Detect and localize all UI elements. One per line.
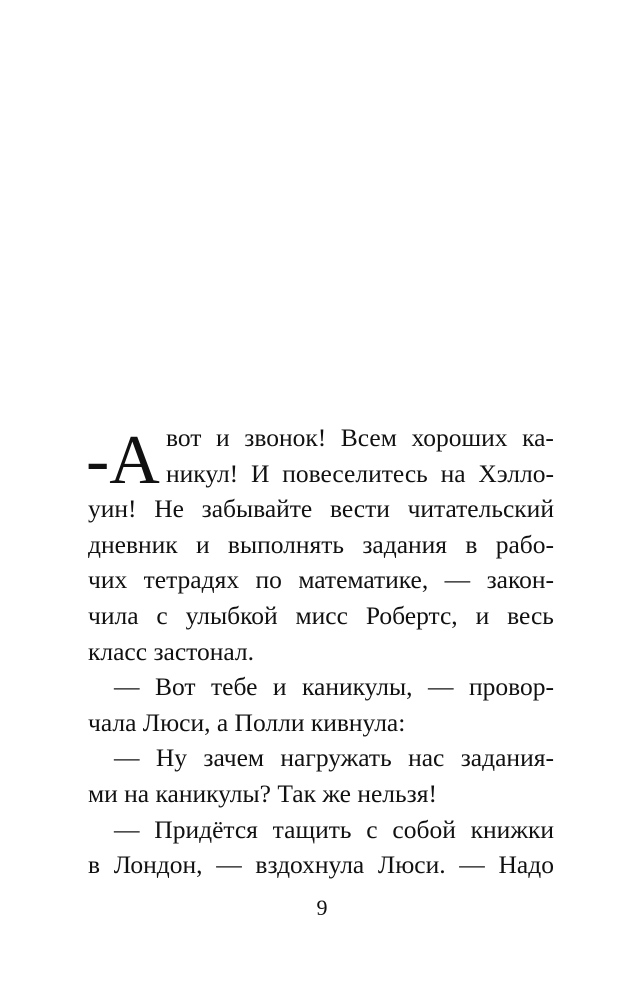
text-line <box>88 812 554 848</box>
word: — <box>444 565 471 595</box>
word: вот <box>166 423 202 452</box>
word: читательский <box>407 494 554 524</box>
word: Робертс, <box>365 600 458 630</box>
word: Лондон, <box>113 850 203 880</box>
word: провор- <box>468 672 554 702</box>
word: задания- <box>460 743 554 773</box>
word: и <box>475 600 490 630</box>
word: зачем <box>203 743 265 773</box>
text-line <box>88 847 554 883</box>
body-text <box>88 420 554 883</box>
word: улыбкой <box>185 600 278 630</box>
word: и <box>272 672 287 702</box>
page-number: 9 <box>316 895 328 920</box>
word: — <box>216 850 242 880</box>
word: и <box>216 423 230 452</box>
text-line: чала Люси, а Полли кивнула: <box>88 707 406 737</box>
word: — <box>428 672 454 702</box>
word: забывайте <box>201 494 313 524</box>
text-line <box>88 669 554 705</box>
text-line <box>88 527 554 563</box>
word: с <box>156 600 168 630</box>
word: Хэлло- <box>478 458 554 488</box>
word: — <box>114 672 140 702</box>
word: тебе <box>211 672 258 702</box>
word: собой <box>392 814 456 844</box>
word: выполнять <box>227 529 345 559</box>
word: математике, <box>298 565 429 595</box>
word: нас <box>408 743 445 773</box>
word: задания <box>362 529 448 559</box>
word: Надо <box>498 850 554 880</box>
word: весь <box>507 600 554 630</box>
word: по <box>255 565 282 595</box>
word: уин! <box>88 494 137 524</box>
word: вести <box>329 494 390 524</box>
word: чила <box>88 600 139 630</box>
word: чих <box>88 565 128 595</box>
word: на <box>440 458 466 488</box>
word: тащить <box>272 814 352 844</box>
word: тетрадях <box>143 565 240 595</box>
word: хороших <box>411 423 508 452</box>
word: Вот <box>154 672 196 702</box>
word: — <box>459 850 485 880</box>
word: Ну <box>155 743 188 773</box>
text-line <box>88 598 554 634</box>
word: мисс <box>295 600 348 630</box>
word: закон- <box>486 565 554 595</box>
word: в <box>88 850 101 880</box>
word: ка- <box>522 423 554 452</box>
word: и <box>195 529 210 559</box>
word: Люси. <box>377 850 446 880</box>
text-line: класс застонал. <box>88 636 254 666</box>
word: Не <box>154 494 184 524</box>
word: повеселитесь <box>282 458 428 488</box>
word: Придётся <box>154 814 258 844</box>
drop-cap: -A <box>86 422 160 499</box>
text-line <box>88 740 554 776</box>
word: никул! <box>166 458 239 488</box>
word: нагружать <box>280 743 392 773</box>
word: каникулы, <box>302 672 413 702</box>
word: рабо- <box>495 529 554 559</box>
word: — <box>114 743 140 773</box>
word: — <box>114 814 140 844</box>
word: в <box>465 529 478 559</box>
word: с <box>366 814 378 844</box>
text-line: ми на каникулы? Так же нельзя! <box>88 778 437 808</box>
word: звонок! <box>244 423 327 452</box>
text-line <box>88 562 554 598</box>
word: И <box>250 458 270 488</box>
word: дневник <box>88 529 178 559</box>
word: Всем <box>340 423 397 452</box>
word: вздохнула <box>255 850 365 880</box>
word: книжки <box>470 814 554 844</box>
